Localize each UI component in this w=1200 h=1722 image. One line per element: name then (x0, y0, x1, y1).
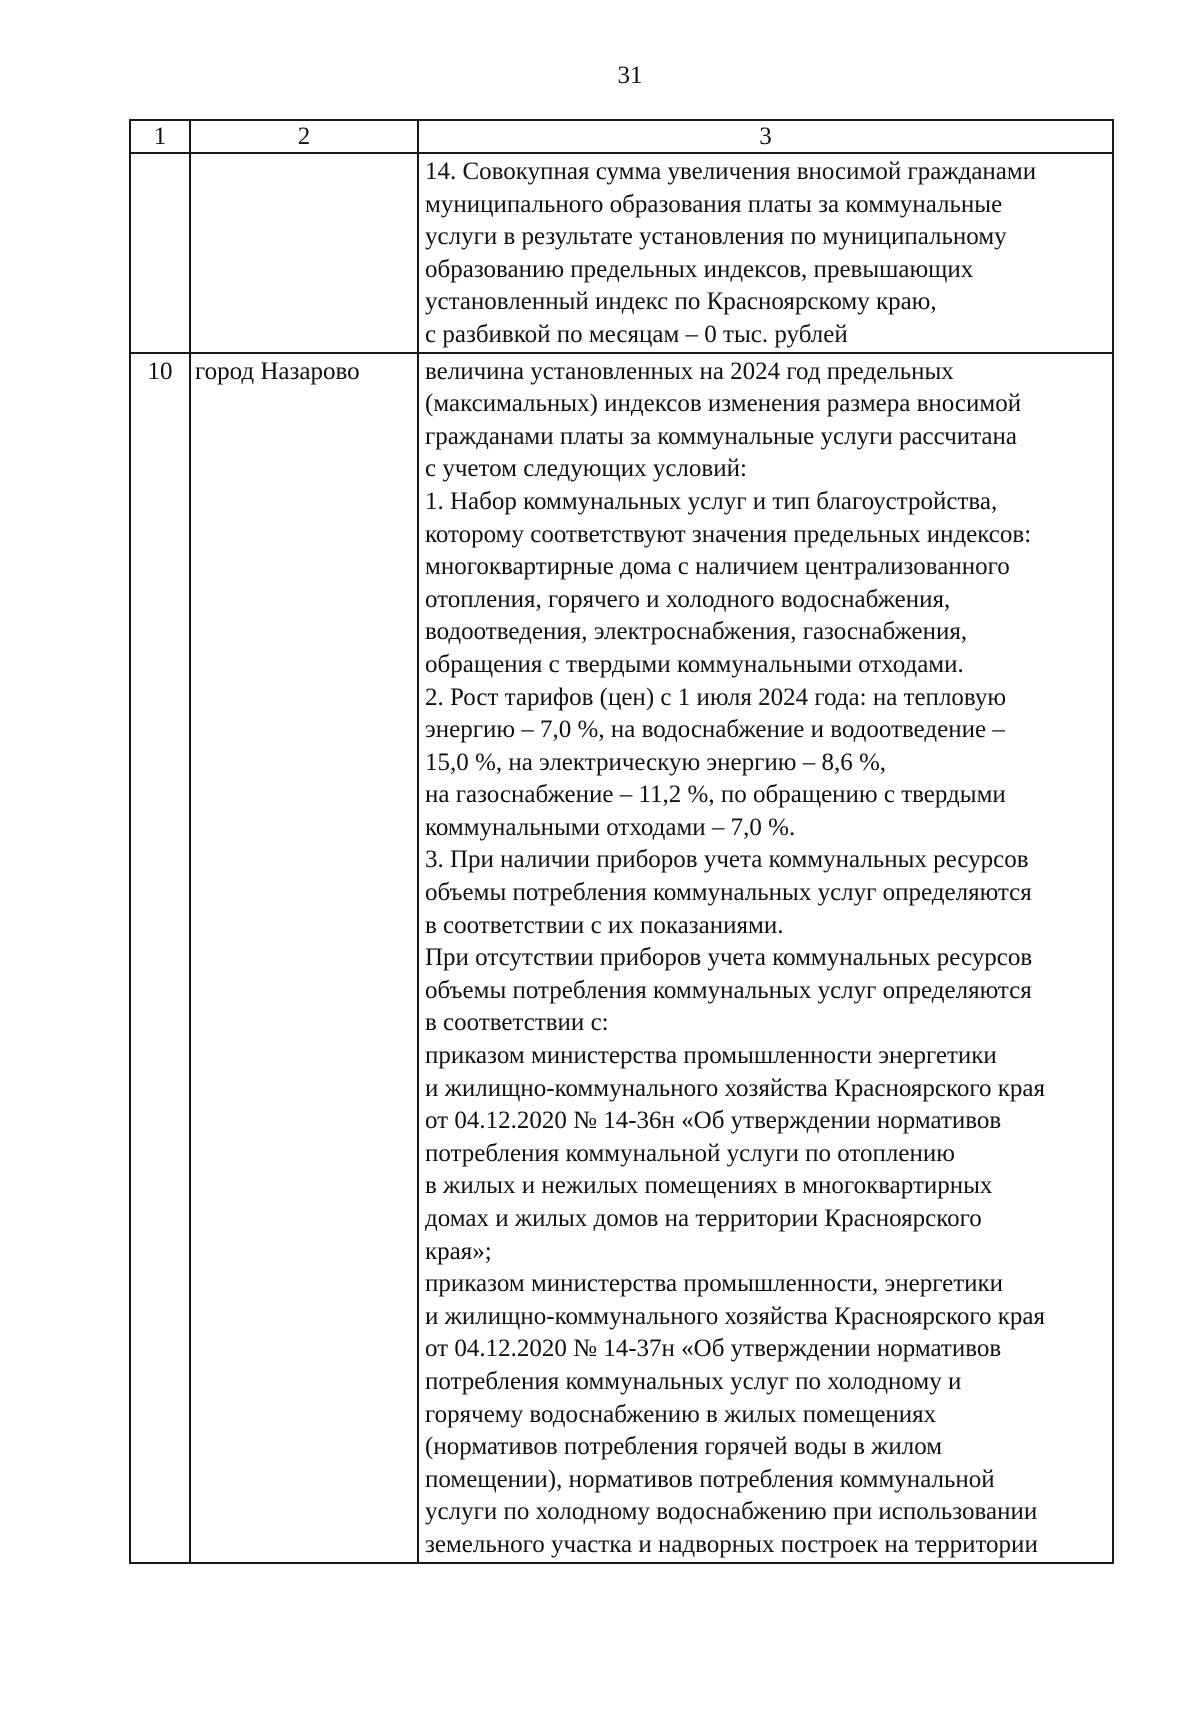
row-text-line: потребления коммунальной услуги по отоплению (425, 1139, 955, 1167)
header-col-2: 2 (190, 120, 418, 153)
row-text-line: горячему водоснабжению в жилых помещениях (425, 1400, 937, 1428)
row-text-line: При отсутствии приборов учета коммунальных ресурсов (425, 944, 1033, 972)
header-col-1: 1 (130, 120, 190, 153)
row-text-line: в соответствии с их показаниями. (425, 911, 784, 939)
row-text-line: и жилищно-коммунального хозяйства Красноярского края (425, 1302, 1045, 1330)
row-text-line: приказом министерства промышленности, энергетики (425, 1270, 1004, 1298)
row-text-line: 15,0 %, на электрическую энергию – 8,6 %, (425, 748, 887, 776)
row-text-line: от 04.12.2020 № 14-36н «Об утверждении нормативов (425, 1107, 1002, 1135)
row-text-line: 3. При наличии приборов учета коммунальных ресурсов (425, 846, 1029, 874)
row-text-line: в жилых и нежилых помещениях в многоквартирных (425, 1172, 993, 1200)
continuation-name-cell (190, 153, 418, 353)
row-text-line: объемы потребления коммунальных услуг определяются (425, 879, 1032, 907)
continuation-text-line: услуги в результате установления по муниципальному (425, 223, 1007, 251)
table-row-continuation (130, 153, 1113, 353)
row-text-line: 2. Рост тарифов (цен) с 1 июля 2024 года: на тепловую (425, 683, 1007, 711)
row-text-line: величина установленных на 2024 год предельных (425, 357, 954, 385)
row-text-cell (418, 353, 1113, 1563)
row-text-line: услуги по холодному водоснабжению при использовании (425, 1498, 1038, 1526)
row-text-line: края»; (425, 1237, 492, 1265)
row-text-line: с учетом следующих условий: (425, 455, 747, 483)
row-text-line: коммунальными отходами – 7,0 %. (425, 813, 796, 841)
row-text-line: домах и жилых домов на территории Красноярского (425, 1205, 982, 1232)
row-text-line: на газоснабжение – 11,2 %, по обращению с твердыми (425, 781, 1006, 809)
row-number: 10 (130, 353, 190, 1563)
row-text-line: которому соответствуют значения предельных индексов: (425, 520, 1032, 548)
municipality-name: город Назарово (190, 353, 418, 1563)
row-text-line: помещении), нормативов потребления коммунальной (425, 1465, 995, 1493)
header-col-3: 3 (418, 120, 1113, 153)
row-text-line: (максимальных) индексов изменения размера вносимой (425, 390, 1022, 418)
row-text-line: и жилищно-коммунального хозяйства Красноярского края (425, 1074, 1045, 1102)
table-header-row (130, 120, 1113, 153)
row-text-line: земельного участка и надворных построек на территории (425, 1530, 1038, 1558)
table-row (130, 353, 1113, 1563)
document-table (129, 119, 1114, 1564)
continuation-text-line: муниципального образования платы за коммунальные (425, 190, 1003, 218)
row-text-line: водоотведения, электроснабжения, газоснабжения, (425, 618, 968, 646)
row-text-line: потребления коммунальных услуг по холодному и (425, 1367, 962, 1395)
continuation-text-line: образованию предельных индексов, превышающих (425, 255, 974, 283)
continuation-text-line: 14. Совокупная сумма увеличения вносимой гражданами (425, 158, 1037, 185)
page-number: 31 (617, 62, 643, 89)
continuation-number-cell (130, 153, 190, 353)
row-text-line: (нормативов потребления горячей воды в жилом (425, 1433, 943, 1461)
row-text-line: отопления, горячего и холодного водоснабжения, (425, 585, 951, 613)
row-text-line: 1. Набор коммунальных услуг и тип благоустройства, (425, 487, 998, 515)
continuation-text-cell (418, 153, 1113, 353)
row-text-line: гражданами платы за коммунальные услуги рассчитана (425, 422, 1017, 450)
continuation-text-line: с разбивкой по месяцам – 0 тыс. рублей (425, 320, 848, 348)
row-text-line: обращения с твердыми коммунальными отходами. (425, 650, 964, 678)
continuation-text-line: установленный индекс по Красноярскому краю, (425, 288, 937, 316)
row-text-line: энергию – 7,0 %, на водоснабжение и водоотведение – (425, 716, 1005, 744)
row-text-line: многоквартирные дома с наличием централизованного (425, 553, 1010, 581)
row-text-line: объемы потребления коммунальных услуг определяются (425, 976, 1032, 1004)
row-text-line: приказом министерства промышленности энергетики (425, 1042, 997, 1070)
row-text-line: от 04.12.2020 № 14-37н «Об утверждении нормативов (425, 1335, 1002, 1363)
row-text-line: в соответствии с: (425, 1009, 609, 1037)
